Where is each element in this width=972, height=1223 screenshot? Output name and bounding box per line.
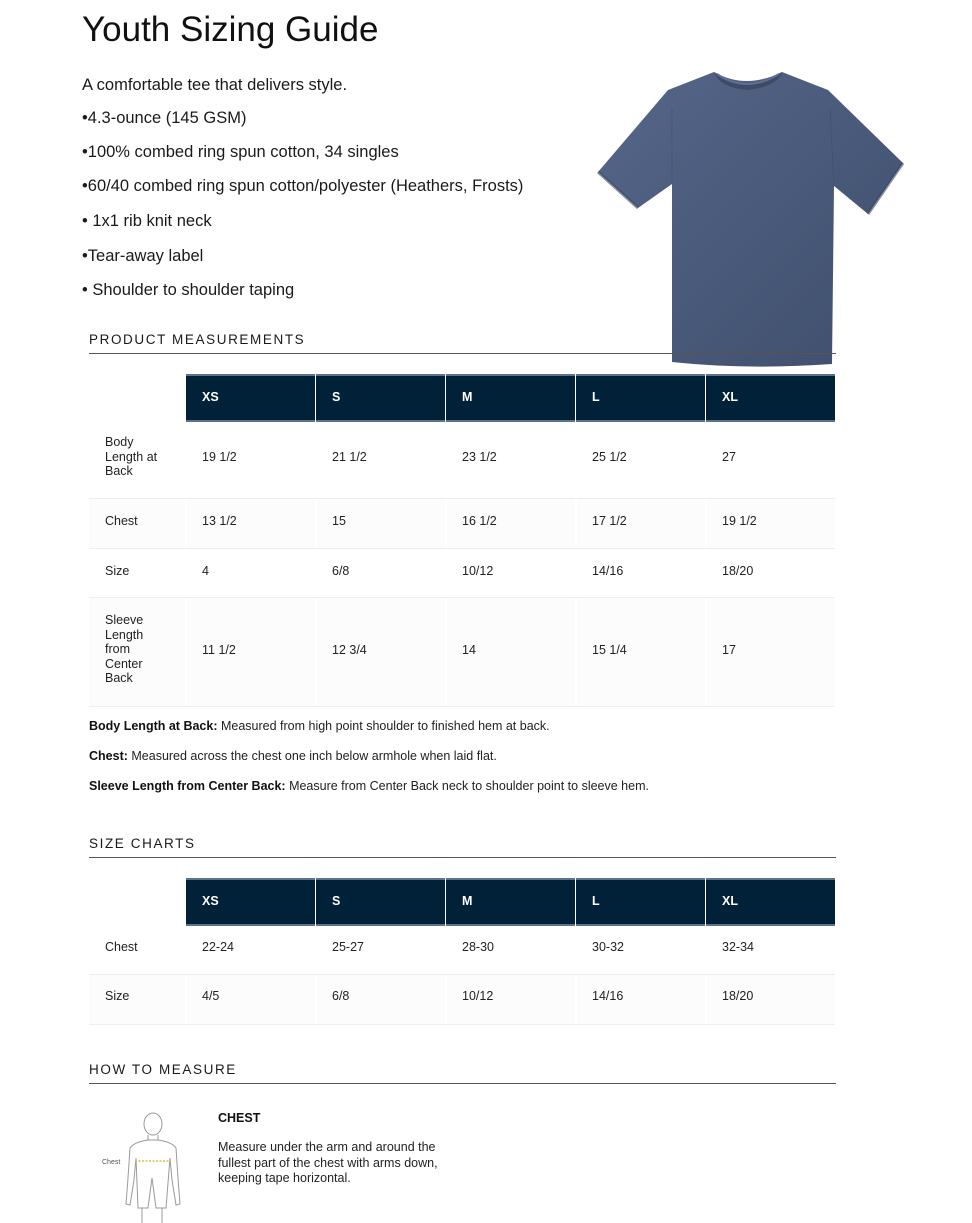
table-cell: 30-32 [592, 940, 624, 954]
feature-item: • Shoulder to shoulder taping [82, 281, 295, 299]
table-cell: 17 1/2 [592, 514, 627, 528]
row-label: Chest [105, 940, 138, 954]
table-cell: 4/5 [202, 989, 220, 1003]
note-chest: Chest: Measured across the chest one inch below armhole when laid flat. [89, 749, 497, 763]
size-header-xs: XS [186, 374, 315, 422]
size-header-l: L [576, 878, 705, 926]
tshirt-image [596, 68, 904, 368]
size-header-m: M [446, 878, 575, 926]
row-label: Body Length at Back [105, 435, 158, 478]
table-cell: 10/12 [462, 564, 494, 578]
how-to-measure-heading: HOW TO MEASURE [89, 1062, 237, 1077]
table-cell: 16 1/2 [462, 514, 497, 528]
table-cell: 6/8 [332, 564, 350, 578]
table-cell: 27 [722, 450, 736, 464]
table-cell: 13 1/2 [202, 514, 237, 528]
table-cell: 17 [722, 643, 736, 657]
size-charts-heading: SIZE CHARTS [89, 836, 196, 851]
section-divider [89, 353, 836, 354]
page-title: Youth Sizing Guide [82, 10, 379, 49]
table-cell: 21 1/2 [332, 450, 367, 464]
feature-item: • 1x1 rib knit neck [82, 212, 212, 230]
table-row [89, 422, 835, 499]
table-cell: 23 1/2 [462, 450, 497, 464]
table-cell: 10/12 [462, 989, 494, 1003]
table-cell: 14 [462, 643, 476, 657]
size-header-xs: XS [186, 878, 315, 926]
body-outline-icon [98, 1108, 198, 1223]
table-cell: 15 [332, 514, 346, 528]
table-cell: 14/16 [592, 989, 624, 1003]
feature-item: •60/40 combed ring spun cotton/polyester (Heathers, Frosts) [82, 177, 524, 195]
table-cell: 22-24 [202, 940, 234, 954]
table-cell: 25 1/2 [592, 450, 627, 464]
table-row [89, 549, 835, 598]
section-divider [89, 1083, 836, 1084]
size-header-xl: XL [706, 374, 835, 422]
size-header-m: M [446, 374, 575, 422]
table-row [89, 975, 835, 1025]
row-label: Chest [105, 514, 138, 528]
note-sleeve-length: Sleeve Length from Center Back: Measure from Center Back neck to shoulder point to sleeve hem. [89, 779, 649, 793]
feature-item: •100% combed ring spun cotton, 34 singles [82, 143, 399, 161]
table-row [89, 598, 835, 707]
table-header-row [89, 878, 835, 926]
table-cell: 18/20 [722, 564, 754, 578]
note-body-length: Body Length at Back: Measured from high point shoulder to finished hem at back. [89, 719, 550, 733]
measure-chest-title: CHEST [218, 1111, 261, 1125]
size-header-xl: XL [706, 878, 835, 926]
feature-item: •Tear-away label [82, 247, 204, 265]
figure-chest-label: Chest [102, 1159, 121, 1166]
table-cell: 6/8 [332, 989, 350, 1003]
table-cell: 4 [202, 564, 209, 578]
table-cell: 32-34 [722, 940, 754, 954]
size-charts-table [89, 878, 835, 1025]
row-label: Size [105, 564, 130, 578]
size-header-l: L [576, 374, 705, 422]
size-header-s: S [316, 878, 445, 926]
product-tagline: A comfortable tee that delivers style. [82, 76, 348, 94]
table-cell: 19 1/2 [202, 450, 237, 464]
table-cell: 12 3/4 [332, 643, 367, 657]
table-cell: 28-30 [462, 940, 494, 954]
table-cell: 18/20 [722, 989, 754, 1003]
product-measurements-table [89, 374, 835, 707]
measure-chest-text: Measure under the arm and around the fullest part of the chest with arms down, keeping tape horizontal. [218, 1140, 438, 1185]
table-header-row [89, 374, 835, 422]
table-cell: 11 1/2 [202, 643, 236, 657]
row-label: Sleeve Length from Center Back [105, 613, 144, 685]
table-cell: 19 1/2 [722, 514, 757, 528]
table-cell: 15 1/4 [592, 643, 627, 657]
size-header-s: S [316, 374, 445, 422]
section-divider [89, 857, 836, 858]
feature-item: •4.3-ounce (145 GSM) [82, 109, 247, 127]
table-row [89, 926, 835, 975]
table-cell: 14/16 [592, 564, 624, 578]
row-label: Size [105, 989, 130, 1003]
product-measurements-heading: PRODUCT MEASUREMENTS [89, 332, 306, 347]
table-row [89, 499, 835, 549]
table-cell: 25-27 [332, 940, 364, 954]
